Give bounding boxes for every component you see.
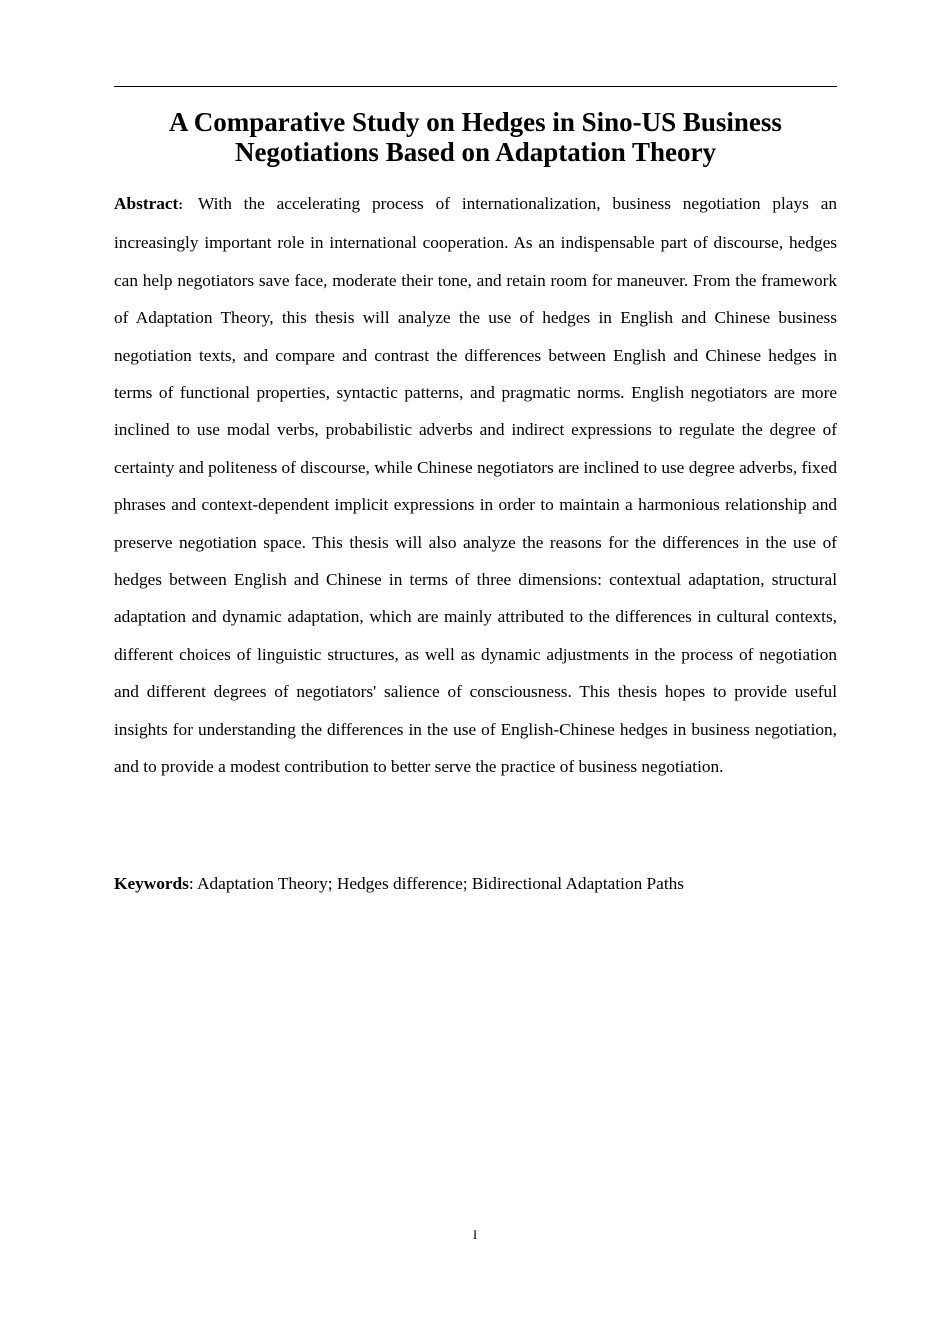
header-rule [114, 86, 837, 87]
document-title: A Comparative Study on Hedges in Sino-US Business Negotiations Based on Adaptation Theory [169, 107, 782, 167]
keywords-line [114, 870, 837, 898]
abstract-text: With the accelerating process of internationalization, business negotiation plays an increasingly important role in international cooperation. As an indispensable part of discourse, hedges can help negotiators save face, moderate their tone, and retain room for maneuver. From the framework of Adaptation Theory, this thesis will analyze the use of hedges in English and Chinese business negotiation texts, and compare and contrast the differences between English and Chinese hedges in terms of functional properties, syntactic patterns, and pragmatic norms. English negotiators are more inclined to use modal verbs, probabilistic adverbs and indirect expressions to regulate the degree of certainty and politeness of discourse, while Chinese negotiators are inclined to use degree adverbs, fixed phrases and context-dependent implicit expressions in order to maintain a harmonious relationship and preserve negotiation space. This thesis will also analyze the reasons for the differences in the use of hedges between English and Chinese in terms of three dimensions: contextual adaptation, structural adaptation and dynamic adaptation, which are mainly attributed to the differences in cultural contexts, different choices of linguistic structures, as well as dynamic adjustments in the process of negotiation and different degrees of negotiators' salience of consciousness. This thesis hopes to provide useful insights for understanding the differences in the use of English-Chinese hedges in business negotiation, and to provide a modest contribution to better serve the practice of business negotiation. [114, 194, 837, 777]
abstract-paragraph [114, 185, 837, 786]
abstract-label: Abstract [114, 194, 179, 213]
keywords-text: : Adaptation Theory; Hedges difference; Bidirectional Adaptation Paths [188, 874, 685, 893]
page-number: I [472, 1227, 478, 1242]
keywords-label: Keywords [114, 874, 189, 893]
abstract-separator: : [178, 198, 183, 213]
